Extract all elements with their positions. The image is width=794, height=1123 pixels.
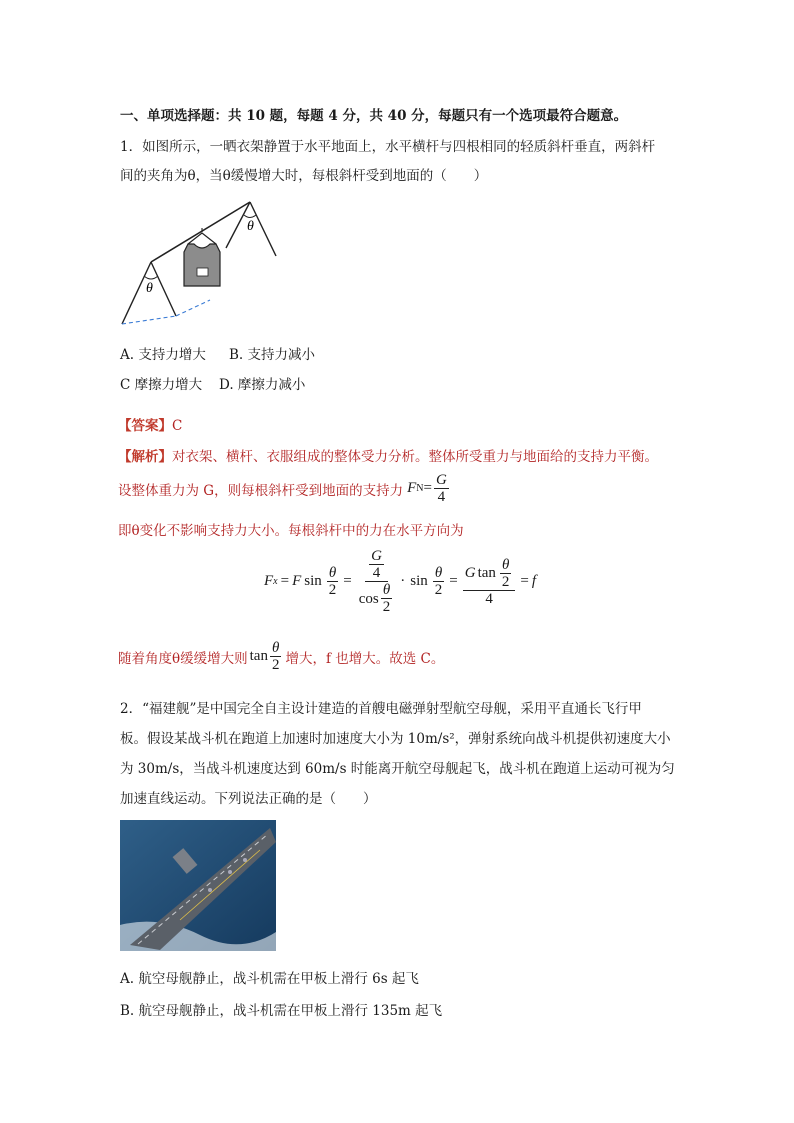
ground-dash-2 <box>176 300 210 316</box>
analysis-text-4-pre: 随着角度θ缓缓增大则 <box>118 650 248 667</box>
eq2-F2: F <box>292 573 302 589</box>
aircraft-carrier-photo <box>120 820 276 951</box>
jet-2 <box>228 870 232 874</box>
right-leg-2 <box>250 202 276 256</box>
eq2-frac-theta-2c <box>433 565 445 598</box>
eq2-x-sub: x <box>273 576 278 587</box>
eq2-two-c: 2 <box>434 582 443 598</box>
eq2-big-num <box>365 548 388 582</box>
analysis-text-2: 设整体重力为 G，则每根斜杆受到地面的支持力 <box>118 482 404 499</box>
analysis-text-4-post: 增大，f 也增大。故选 C。 <box>285 650 445 667</box>
left-theta-label: θ <box>146 281 153 296</box>
eq2-eq4: = <box>520 573 529 589</box>
horizontal-force-equation <box>264 548 536 615</box>
left-leg-2 <box>151 262 176 316</box>
eq2-frac-theta-2a <box>327 565 339 598</box>
eq2-tan: tan <box>477 565 496 581</box>
eq2-eq2: = <box>343 573 352 589</box>
jet-1 <box>208 888 212 892</box>
eq2-frac-Gtan <box>463 557 516 607</box>
q1-option-b: B. 支持力减小 <box>229 347 316 363</box>
eq2-theta-c: θ <box>434 565 443 581</box>
q2-stem-line1: 2．“福建舰”是中国完全自主设计建造的首艘电磁弹射型航空母舰，采用平直通长飞行甲 <box>120 701 642 717</box>
eq2-G4 <box>369 548 384 581</box>
eq-equals: = <box>423 480 432 496</box>
q1-analysis-line1 <box>118 445 658 465</box>
q1-stem-line1: 1．如图所示，一晒衣架静置于水平地面上，水平横杆与四根相同的轻质斜杆垂直，两斜杆 <box>120 139 656 155</box>
eq2-G2: G <box>464 565 476 581</box>
q2-option-a: A. 航空母舰静止，战斗机需在甲板上滑行 6s 起飞 <box>120 971 419 987</box>
eq2-sin1: sin <box>304 573 322 589</box>
eq-N-sub: N <box>416 483 424 494</box>
right-theta-label: θ <box>247 219 254 234</box>
frac-num-G: G <box>435 472 447 488</box>
frac-den-4: 4 <box>437 489 446 505</box>
q2-stem-line3: 为 30m/s，当战斗机速度达到 60m/s 时能离开航空母舰起飞，战斗机在跑道上运动可视为匀 <box>120 761 675 777</box>
l4-two: 2 <box>271 657 280 673</box>
eq2-cos: cos <box>358 590 379 607</box>
eq2-theta-b: θ <box>382 582 391 598</box>
analysis-tag: 【解析】 <box>118 449 172 465</box>
eq2-F: F <box>264 573 274 589</box>
eq2-dot: · <box>400 573 406 589</box>
analysis-text-1: 对衣架、横杆、衣服组成的整体受力分析。整体所受重力与地面给的支持力平衡。 <box>172 449 658 465</box>
eq2-4: 4 <box>372 565 381 581</box>
garment <box>184 244 220 286</box>
eq2-eq1: = <box>280 573 290 589</box>
l4-theta: θ <box>272 640 280 656</box>
eq2-two-b: 2 <box>382 599 391 615</box>
eq2-big-den <box>357 582 397 615</box>
answer-tag: 【答案】 <box>118 418 172 434</box>
q1-analysis-line4 <box>118 640 444 673</box>
q1-option-d: D. 摩擦力减小 <box>219 377 306 393</box>
q1-analysis-line2 <box>118 472 451 505</box>
eq2-big-frac <box>357 548 397 615</box>
q2-stem-line2: 板。假设某战斗机在跑道上加速时加速度大小为 10m/s²，弹射系统向战斗机提供初速度大小 <box>120 731 671 747</box>
ground-dash-1 <box>122 316 176 324</box>
answer-value: C <box>172 418 183 434</box>
q1-option-a: A. 支持力增大 <box>120 347 206 363</box>
fraction-G-over-4 <box>434 472 449 505</box>
l4-tan: tan <box>249 648 268 664</box>
l4-frac <box>270 640 282 673</box>
eq2-theta-a: θ <box>328 565 337 581</box>
eq2-eq3: = <box>449 573 458 589</box>
eq2-theta-d: θ <box>501 556 510 573</box>
q2-option-b: B. 航空母舰静止，战斗机需在甲板上滑行 135m 起飞 <box>120 1003 443 1019</box>
eq2-4b: 4 <box>485 590 493 607</box>
q2-stem-line4: 加速直线运动。下列说法正确的是（ ） <box>120 791 377 807</box>
hanger <box>188 233 216 244</box>
section-heading: 一、单项选择题：共 10 题，每题 4 分，共 40 分，每题只有一个选项最符合题意。 <box>120 108 628 124</box>
eq2-two-a: 2 <box>328 582 337 598</box>
clothes-rack-figure <box>118 196 288 328</box>
q1-option-c: C 摩擦力增大 <box>120 377 203 393</box>
q1-analysis-line3: 即θ变化不影响支持力大小。每根斜杆中的力在水平方向为 <box>118 523 464 539</box>
eq2-f: f <box>531 573 537 589</box>
eq2-two-d: 2 <box>501 573 510 590</box>
eq2-sin2: sin <box>410 573 428 589</box>
tan-half-theta <box>250 640 284 673</box>
eq2-G: G <box>371 548 382 564</box>
eq2-Gtan-num <box>463 557 516 591</box>
garment-tag <box>197 268 208 276</box>
left-angle-arc <box>144 276 158 279</box>
jet-3 <box>243 858 247 862</box>
q1-answer <box>118 414 182 434</box>
support-force-equation <box>407 472 451 505</box>
right-angle-arc <box>244 215 256 218</box>
eq2-frac-theta-2d <box>500 557 512 590</box>
eq2-frac-theta-2b <box>381 582 393 615</box>
eq-F: F <box>407 480 417 496</box>
q1-stem-line2: 间的夹角为θ，当θ缓慢增大时，每根斜杆受到地面的（ ） <box>120 168 488 184</box>
